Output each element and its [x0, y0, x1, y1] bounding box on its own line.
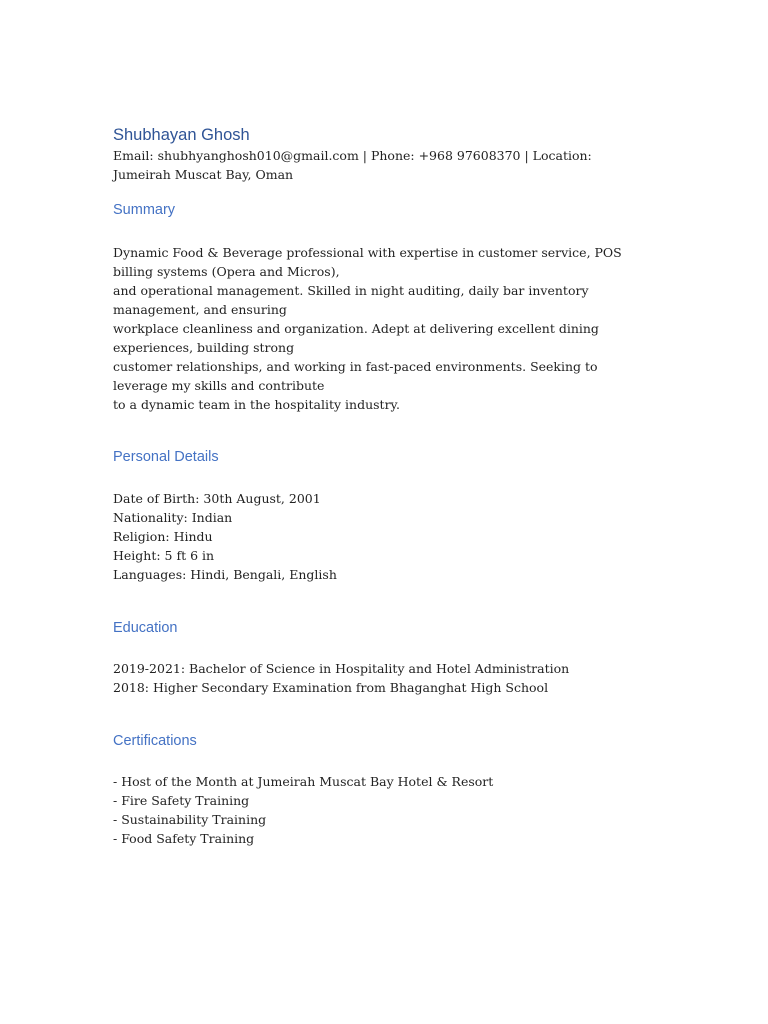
certifications-body	[113, 772, 643, 848]
certification-line: - Sustainability Training	[113, 812, 267, 827]
certifications-section	[113, 731, 643, 751]
education-line: 2019-2021: Bachelor of Science in Hospitality and Hotel Administration	[113, 661, 570, 676]
personal-detail-line: Languages: Hindi, Bengali, English	[113, 567, 337, 582]
summary-heading: Summary	[113, 202, 176, 218]
summary-line: to a dynamic team in the hospitality industry.	[113, 397, 400, 412]
education-section	[113, 618, 643, 638]
certifications-heading: Certifications	[113, 733, 197, 749]
certification-line: - Host of the Month at Jumeirah Muscat Bay Hotel & Resort	[113, 774, 494, 789]
personal-details-heading: Personal Details	[113, 449, 219, 465]
summary-section	[113, 200, 643, 220]
summary-line: and operational management. Skilled in night auditing, daily bar inventory management, and ensuring	[113, 283, 589, 317]
personal-detail-line: Date of Birth: 30th August, 2001	[113, 491, 321, 506]
certification-line: - Food Safety Training	[113, 831, 255, 846]
education-heading: Education	[113, 620, 178, 636]
summary-line: Dynamic Food & Beverage professional with expertise in customer service, POS billing systems (Opera and Micros),	[113, 245, 622, 279]
personal-detail-line: Religion: Hindu	[113, 529, 213, 544]
summary-line: customer relationships, and working in fast-paced environments. Seeking to leverage my skills and contribute	[113, 359, 598, 393]
personal-detail-line: Height: 5 ft 6 in	[113, 548, 215, 563]
certification-line: - Fire Safety Training	[113, 793, 250, 808]
personal-detail-line: Nationality: Indian	[113, 510, 233, 525]
personal-section	[113, 447, 643, 467]
education-body	[113, 659, 643, 697]
summary-body	[113, 243, 643, 414]
summary-line: workplace cleanliness and organization. Adept at delivering excellent dining experiences, building strong	[113, 321, 599, 355]
personal-body	[113, 489, 643, 584]
education-line: 2018: Higher Secondary Examination from Bhaganghat High School	[113, 680, 549, 695]
resume-header	[113, 124, 643, 184]
candidate-name: Shubhayan Ghosh	[113, 126, 250, 144]
contact-line: Email: shubhyanghosh010@gmail.com | Phone: +968 97608370 | Location: Jumeirah Muscat Bay, Oman	[113, 148, 592, 182]
